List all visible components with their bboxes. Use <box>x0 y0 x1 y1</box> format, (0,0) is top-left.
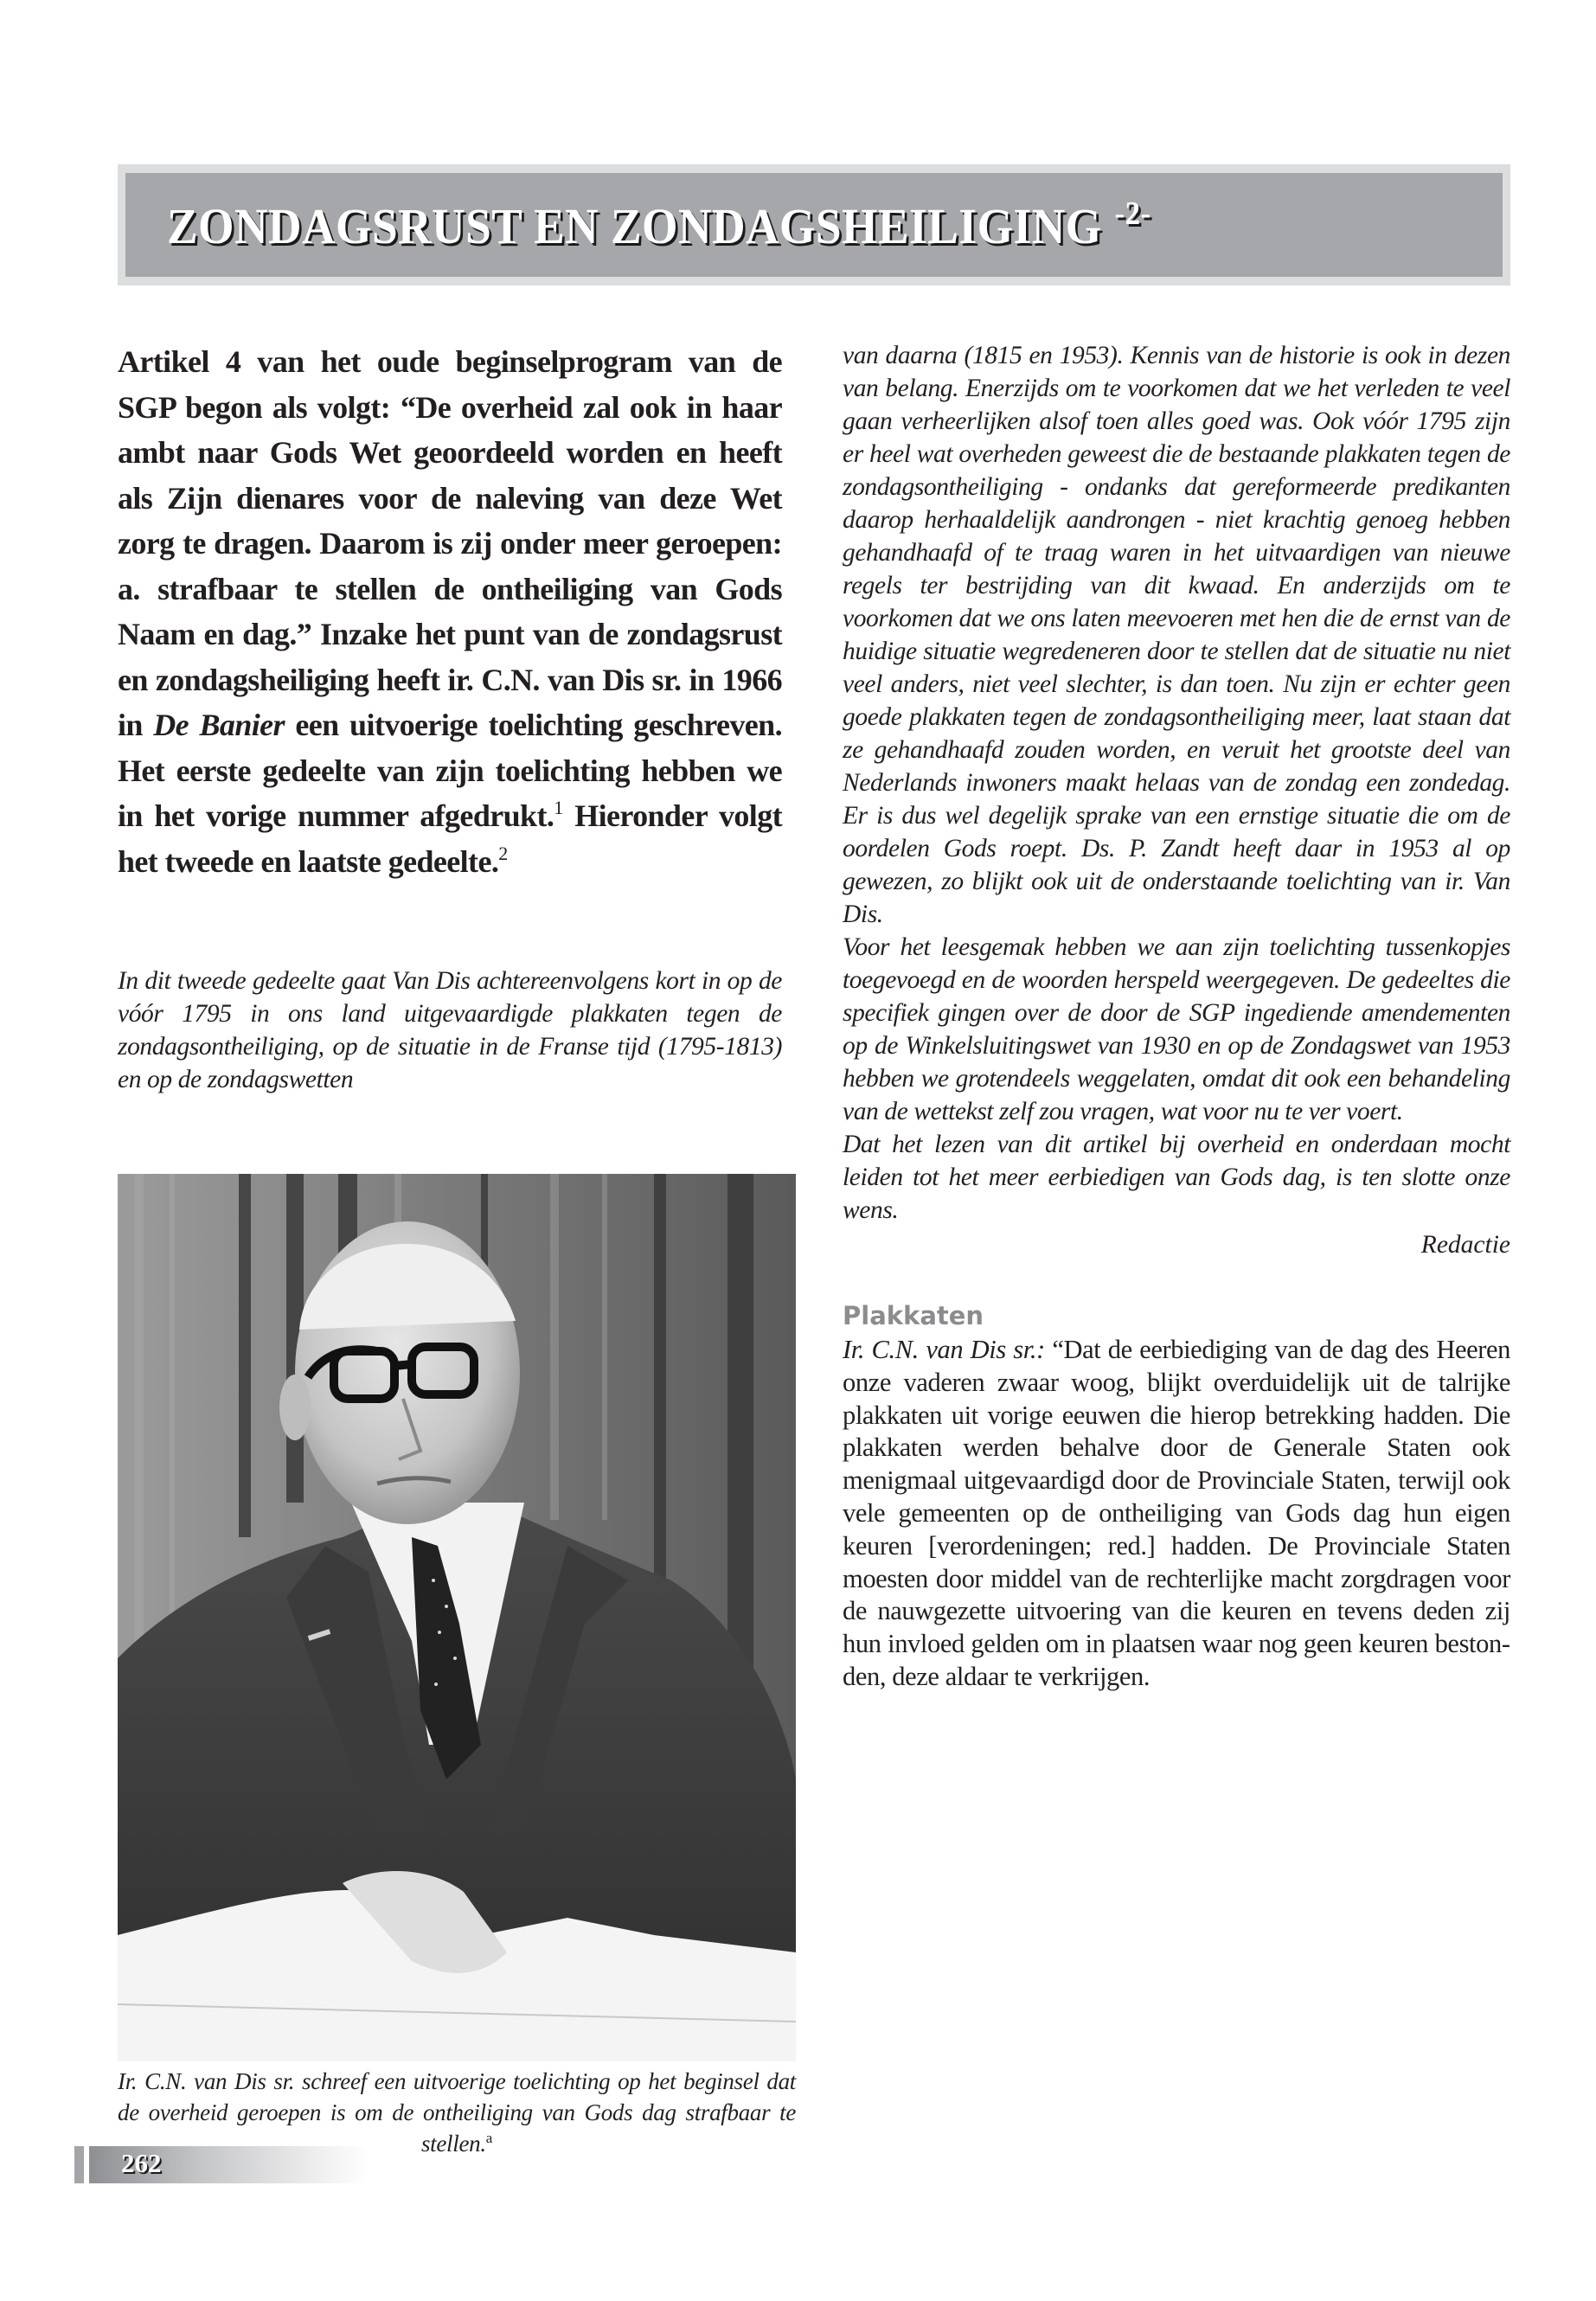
caption-note-ref[interactable]: a <box>485 2130 493 2146</box>
right-column <box>843 339 1510 1694</box>
folio-bar-accent <box>74 2146 84 2183</box>
section-body-text: “Dat de eerbiediging van de dag des Heeren onze vaderen zwaar woog, blijkt overduidelijk uit de talrijke plakkaten uit vorige eeuwen die hierop betrekking hadden. Die plakkaten werden behalve door de Generale Staten ook menigmaal uitgevaardigd door de Provinciale Staten, terwijl ook vele gemeenten op de ontheiliging van Gods dag hun eigen keuren [verordeningen; red.] hadden. De Provinciale Staten moesten door middel van de rechterlijke macht zorgdragen voor de nauwgezette uitvoering van die keuren en tevens deden zij hun invloed gelden om in plaatsen waar nog geen keuren bestonden, deze aldaar te verkrijgen. <box>843 1335 1510 1691</box>
page-title <box>167 195 1151 255</box>
lead-text-3: Hieronder volgt het tweede en laatste gedeelte. <box>118 798 782 879</box>
lead-text-2: een uitvoerige toelichting geschreven. Het eerste gedeelte van zijn toelichting hebben we in het vorige nummer afgedrukt. <box>118 708 782 833</box>
publication-name: De Banier <box>153 708 285 742</box>
caption-text: Ir. C.N. van Dis sr. schreef een uitvoerige toelichting op het beginsel dat de overheid geroepen is om de ontheiliging van Gods dag strafbaar te stellen. <box>118 2068 796 2157</box>
intro-paragraph-left: In dit tweede gedeelte gaat Van Dis achtereenvolgens kort in op de vóór 1795 in ons land uitgevaardigde plakkaten tegen de zondagsontheiliging, op de situatie in de Franse tijd (1795-1813) en op de zondagswetten <box>118 967 782 1093</box>
photo-caption <box>118 2066 796 2159</box>
part-number: -2- <box>1114 195 1151 232</box>
left-column <box>118 339 782 884</box>
footnote-ref-2[interactable]: 2 <box>498 842 508 864</box>
title-banner-inner <box>125 173 1503 277</box>
intro-left <box>118 965 782 1096</box>
speaker-label: Ir. C.N. van Dis sr.: <box>843 1335 1045 1364</box>
title-banner <box>118 164 1510 285</box>
section-heading-plakkaten: Plakkaten <box>843 1301 984 1330</box>
editorial-signature: Redactie <box>1420 1231 1510 1259</box>
intro-paragraph-right-3: Dat het lezen van dit artikel bij overheid en onderdaan mocht leiden tot het meer eerbiedigen van Gods dag, is ten slotte onze wens. <box>843 1131 1510 1224</box>
lead-text-1: Artikel 4 van het oude beginselprogram van de SGP begon als volgt: “De overheid zal ook in haar ambt naar Gods Wet geoordeeld worden en heeft als Zijn dienares voor de naleving van deze Wet zorg te dragen. Daarom is zij onder meer geroepen: a. strafbaar te stellen de ontheiliging van Gods Naam en dag.” Inzake het punt van de zondagsrust en zondagsheiliging heeft ir. C.N. van Dis sr. in 1966 in <box>118 344 782 742</box>
portrait-photo <box>118 1174 796 2061</box>
page-folio <box>74 2146 369 2183</box>
title-text: ZONDAGSRUST EN ZONDAGSHEILIGING <box>167 198 1102 254</box>
section-body <box>843 1334 1510 1694</box>
intro-paragraph-right-1: van daarna (1815 en 1953). Kennis van de historie is ook in dezen van belang. Enerzijds om te voorkomen dat we het verleden te veel gaan verheerlijken alsof toen alles goed was. Ook vóór 1795 zijn er heel wat overheden geweest die de bestaande plakkaten tegen de zondagsontheiliging - ondanks dat gereformeerde predikanten daarop herhaaldelijk aandrongen - niet krachtig genoeg hebben gehandhaafd of te traag waren in het uitvaardigen van nieuwe regels ter bestrijding van dit kwaad. En anderzijds om te voorkomen dat we ons laten meevoeren met hen die de ernst van de huidige situatie wegredeneren door te stellen dat de situatie nu niet veel anders, niet veel slechter, is dan toen. Nu zijn er echter geen goede plakkaten tegen de zondagsontheiliging meer, laat staan dat ze gehandhaafd zouden worden, en veruit het grootste deel van Nederlands inwoners maakt helaas van de zondag een zondedag. Er is dus wel degelijk sprake van een ernstige situatie die om de oordelen Gods roept. Ds. P. Zandt heeft daar in 1953 al op gewezen, zo blijkt ook uit de onderstaande toelichting van ir. Van Dis. <box>843 342 1510 928</box>
footnote-ref-1[interactable]: 1 <box>554 797 563 818</box>
portrait-image <box>118 1174 796 2061</box>
intro-paragraph-right-2: Voor het leesgemak hebben we aan zijn toelichting tussenkopjes toegevoegd en de woorden herspeld weergegeven. De gedeeltes die specifiek gingen over de door de SGP ingediende amendementen op de Winkelsluitingswet van 1930 en op de Zondagswet van 1953 hebben we grotendeels weggelaten, omdat dit ook een behandeling van de wettekst zelf zou vragen, wat voor nu te ver voert. <box>843 933 1510 1125</box>
lead-paragraph <box>118 339 782 884</box>
page-number: 262 <box>121 2148 162 2178</box>
